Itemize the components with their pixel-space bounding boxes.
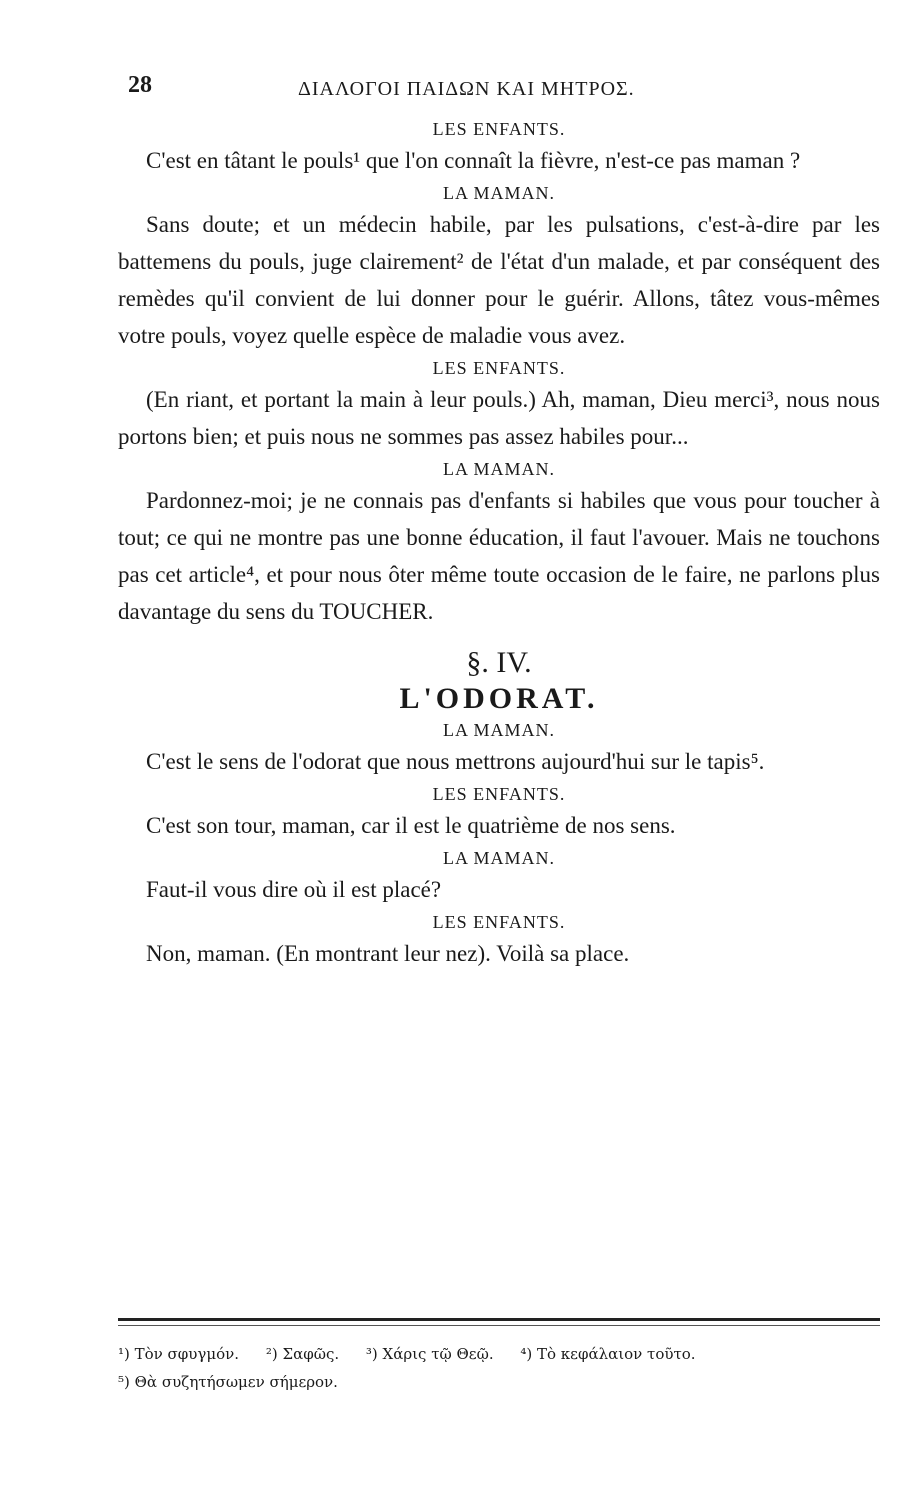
dialogue-paragraph: Non, maman. (En montrant leur nez). Voilà sa place. xyxy=(146,941,630,966)
speaker-label: LES ENFANTS. xyxy=(432,784,566,804)
dialogue-paragraph: (En riant, et portant la main à leur pouls.) Ah, maman, Dieu merci³, nous nous portons bien; et puis nous ne sommes pas assez habiles pour... xyxy=(118,387,880,449)
dialogue-block xyxy=(118,720,880,780)
dialogue-block xyxy=(118,358,880,455)
dialogue-paragraph: Sans doute; et un médecin habile, par les pulsations, c'est-à-dire par les battemens du pouls, juge clairement² de l'état d'un malade, et par conséquent des remèdes qu'il convient de lui donner pour le guérir. Allons, tâtez vous-mêmes votre pouls, voyez quelle espèce de maladie vous avez. xyxy=(118,212,880,348)
dialogue-block xyxy=(118,784,880,844)
page-number: 28 xyxy=(128,72,152,98)
dialogue-block xyxy=(118,119,880,179)
speaker-label: LES ENFANTS. xyxy=(432,119,566,139)
page-body xyxy=(118,115,880,972)
running-header xyxy=(118,72,878,112)
footnotes xyxy=(118,1340,880,1396)
speaker-label: LES ENFANTS. xyxy=(432,912,566,932)
dialogue-paragraph: Faut-il vous dire où il est placé? xyxy=(146,877,442,902)
speaker-label: LA MAMAN. xyxy=(442,459,555,479)
dialogue-block xyxy=(118,459,880,630)
section-number: §. IV. xyxy=(466,646,532,679)
speaker-label: LA MAMAN. xyxy=(442,848,555,868)
dialogue-paragraph: Pardonnez-moi; je ne connais pas d'enfants si habiles que vous pour toucher à tout; ce qui ne montre pas une bonne éducation, il faut l'avouer. Mais ne touchons pas cet article⁴, et pour nous ôter même toute occasion de le faire, ne parlons plus davantage du sens du TOUCHER. xyxy=(118,488,880,624)
footnote: ³) Χάρις τῷ Θεῷ. xyxy=(365,1345,494,1363)
dialogue-paragraph: C'est le sens de l'odorat que nous mettrons aujourd'hui sur le tapis⁵. xyxy=(146,749,765,774)
speaker-label: LA MAMAN. xyxy=(442,183,555,203)
speaker-label: LA MAMAN. xyxy=(442,720,555,740)
dialogue-block xyxy=(118,912,880,972)
speaker-label: LES ENFANTS. xyxy=(432,358,566,378)
dialogue-paragraph: C'est en tâtant le pouls¹ que l'on connaît la fièvre, n'est-ce pas maman ? xyxy=(146,148,801,173)
footnote: ¹) Τὸν σφυγμόν. xyxy=(118,1345,240,1363)
footnote: ⁴) Τὸ κεφάλαιον τοῦτο. xyxy=(520,1345,696,1363)
footnote: ²) Σαφῶς. xyxy=(265,1345,340,1363)
dialogue-block xyxy=(118,183,880,354)
dialogue-block xyxy=(118,848,880,908)
footnote-rule-thin xyxy=(118,1325,880,1326)
section-title: L'ODORAT. xyxy=(399,682,599,715)
dialogue-paragraph: C'est son tour, maman, car il est le quatrième de nos sens. xyxy=(146,813,676,838)
running-title: ΔΙΑΛΟΓΟΙ ΠΑΙΔΩΝ ΚΑΙ ΜΗΤΡΟΣ. xyxy=(298,78,635,100)
footnote-rule xyxy=(118,1318,880,1321)
footnote: ⁵) Θὰ συζητήσωμεν σήμερον. xyxy=(118,1373,338,1391)
